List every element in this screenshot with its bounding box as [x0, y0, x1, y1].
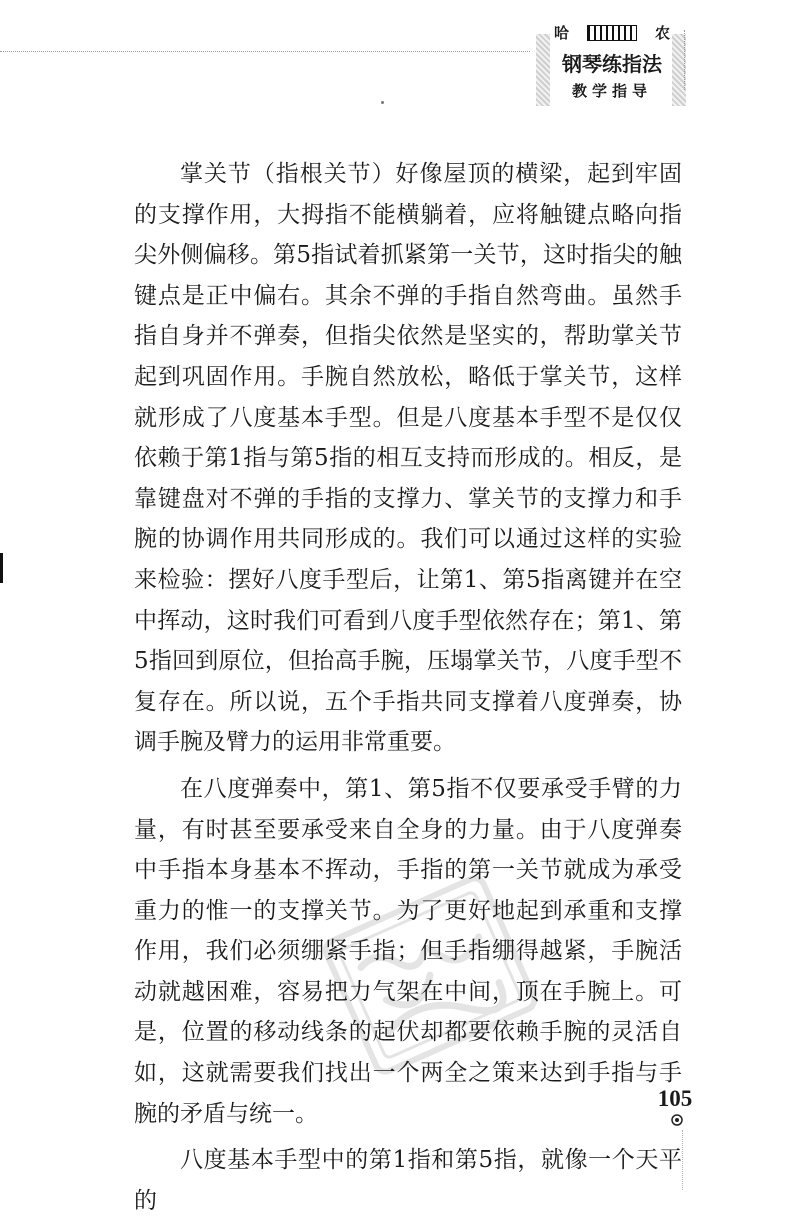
footer-side-rule [682, 1130, 683, 1190]
page-number: 105 [657, 1086, 693, 1111]
header-char-right: 农 [654, 24, 670, 42]
piano-keys-icon [587, 25, 637, 41]
running-header [536, 14, 686, 102]
header-subtitle-2: 教学指导 [571, 82, 652, 100]
paragraph: 掌关节（指根关节）好像屋顶的横梁，起到牢固的支撑作用，大拇指不能横躺着，应将触键点略向指尖外侧偏移。第5指试着抓紧第一关节，这时指尖的触键点是正中偏右。其余不弹的手指自然弯曲。虽然手指自身并不弹奏，但指尖依然是坚实的，帮助掌关节起到巩固作用。手腕自然放松，略低于掌关节，这样就形成了八度基本手型。但是八度基本手型不是仅仅依赖于第1指与第5指的相互支持而形成的。相反，是靠键盘对不弹的手指的支撑力、掌关节的支撑力和手腕的协调作用共同形成的。我们可以通过这样的实验来检验：摆好八度手型后，让第1、第5指离键并在空中挥动，这时我们可看到八度手型依然存在；第1、第5指回到原位，但抬高手腕，压塌掌关节，八度手型不复存在。所以说，五个手指共同支撑着八度弹奏，协调手腕及臂力的运用非常重要。 [134, 161, 682, 756]
page-edge-mark [0, 553, 3, 583]
header-rule [0, 51, 530, 52]
header-subtitle: 钢琴练指法 [562, 52, 662, 76]
header-title-line [554, 22, 670, 43]
header-side-rule [684, 30, 685, 90]
page-ornament-icon [671, 1114, 683, 1126]
header-char-left: 哈 [554, 24, 570, 42]
paragraph: 在八度弹奏中，第1、第5指不仅要承受手臂的力量，有时甚至要承受来自全身的力量。由于八度弹奏中手指本身基本不挥动，手指的第一关节就成为承受重力的惟一的支撑关节。为了更好地起到承重和支撑作用，我们必须绷紧手指；但手指绷得越紧，手腕活动就越困难，容易把力气架在中间，顶在手腕上。可是，位置的移动线条的起伏却都要依赖手腕的灵活自如，这就需要我们找出一个两全之策来达到手指与手腕的矛盾与统一。 [134, 775, 682, 1127]
body-text [134, 154, 682, 1221]
stray-mark [381, 101, 384, 104]
header-shade-left [536, 34, 550, 106]
paragraph: 八度基本手型中的第1指和第5指，就像一个天平的 [134, 1147, 682, 1214]
